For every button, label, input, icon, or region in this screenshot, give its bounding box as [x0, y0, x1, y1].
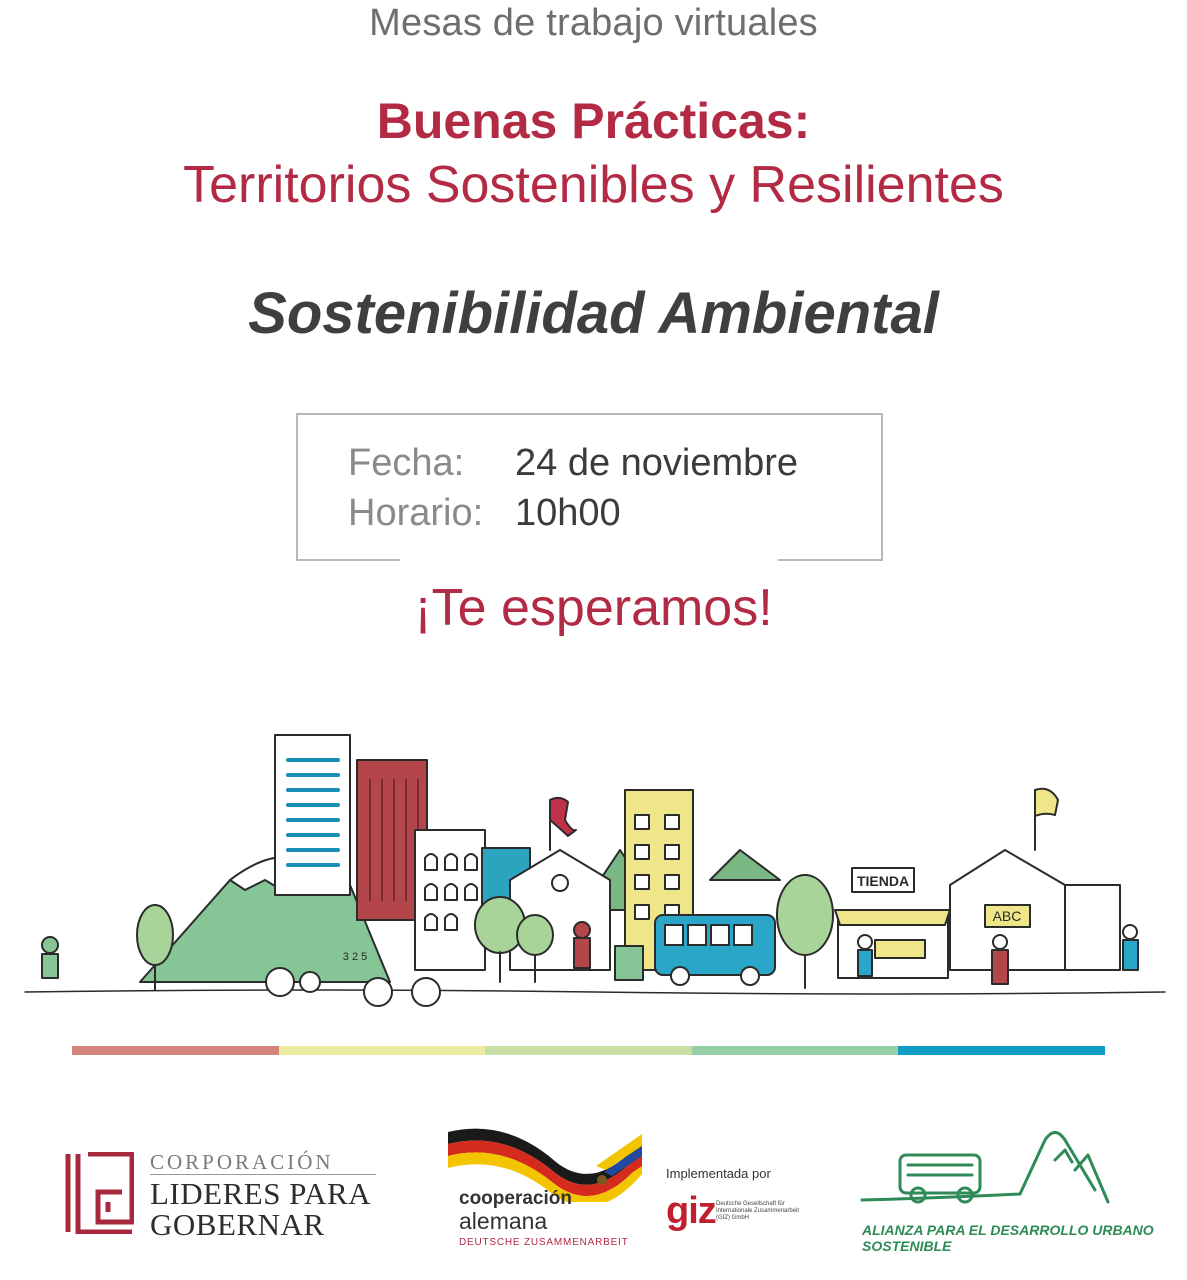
event-series: Mesas de trabajo virtuales — [369, 2, 818, 44]
time-value: 10h00 — [515, 492, 621, 534]
date-label: Fecha: — [348, 442, 465, 484]
school-sign: ABC — [992, 908, 1022, 924]
color-stripe-3 — [485, 1046, 692, 1055]
color-stripe-1 — [72, 1046, 279, 1055]
date-value: 24 de noviembre — [515, 442, 799, 484]
title-line-1: Buenas Prácticas: — [376, 93, 811, 149]
lpg-line2: GOBERNAR — [150, 1207, 325, 1242]
giz-description: Deutsche Gesellschaft für Internationale Zusammenarbeit (GIZ) GmbH — [716, 1201, 800, 1221]
lpg-rule — [150, 1174, 376, 1175]
city-illustration — [20, 720, 1170, 1030]
alianza-text: ALIANZA PARA EL DESARROLLO URBANO SOSTENIBLE — [862, 1222, 1154, 1254]
lpg-line1: LIDERES PARA — [150, 1176, 372, 1211]
event-info-box — [296, 413, 883, 561]
color-stripe-2 — [279, 1046, 485, 1055]
title-line-2: Territorios Sostenibles y Resilientes — [183, 156, 1004, 214]
implemented-by-label: Implementada por — [666, 1166, 771, 1181]
lpg-logo-icon — [64, 1152, 134, 1234]
cooperacion-line1: cooperación — [459, 1188, 572, 1209]
cooperacion-line3: DEUTSCHE ZUSAMMENARBEIT — [459, 1237, 629, 1248]
time-label: Horario: — [348, 492, 484, 534]
color-stripe-4 — [692, 1046, 898, 1055]
topic-heading: Sostenibilidad Ambiental — [248, 281, 939, 346]
shop-sign: TIENDA — [856, 873, 910, 889]
invite-text: ¡Te esperamos! — [414, 579, 773, 637]
building-label: 3 2 5 — [342, 951, 368, 963]
color-stripe-5 — [898, 1046, 1105, 1055]
info-box-border-left — [296, 559, 400, 561]
alianza-logo-icon — [860, 1120, 1130, 1220]
cooperacion-line2: alemana — [459, 1208, 548, 1234]
giz-logo: giz — [666, 1190, 716, 1232]
lpg-corporacion-text: CORPORACIÓN — [150, 1150, 334, 1174]
info-box-border-right — [778, 559, 881, 561]
